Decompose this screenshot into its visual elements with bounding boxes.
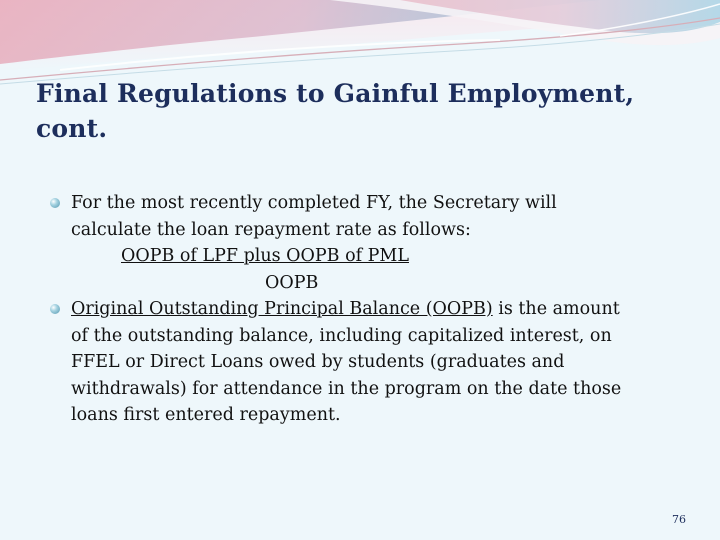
bullet-text-line: of the outstanding balance, including capitalized interest, on: [71, 325, 612, 346]
bullet-text-line: calculate the loan repayment rate as follows:: [71, 219, 471, 240]
bullet-text-line: For the most recently completed FY, the Secretary will: [71, 193, 557, 213]
bullet-list: [50, 190, 690, 429]
formula-denominator: OOPB: [265, 272, 319, 293]
bullet-text-line: withdrawals) for attendance in the program on the date those: [71, 378, 622, 399]
slide-title-line: Final Regulations to Gainful Employment,: [36, 79, 635, 108]
oopb-term: Original Outstanding Principal Balance (OOPB): [71, 299, 493, 319]
slide-title: [36, 76, 696, 146]
page-number: 76: [672, 513, 686, 526]
slide-title-line: cont.: [36, 114, 108, 143]
bullet-item-repayment-rate: [50, 190, 690, 296]
bullet-item-oopb-definition: [50, 296, 690, 429]
bullet-text-line: Original Outstanding Principal Balance (OOPB) is the amount: [71, 299, 620, 319]
formula-numerator: OOPB of LPF plus OOPB of PML: [121, 246, 409, 266]
bullet-dot-icon: [50, 198, 60, 208]
bullet-dot-icon: [50, 304, 60, 314]
bullet-text-line: FFEL or Direct Loans owed by students (graduates and: [71, 352, 565, 372]
bullet-text-line: loans first entered repayment.: [71, 405, 341, 425]
